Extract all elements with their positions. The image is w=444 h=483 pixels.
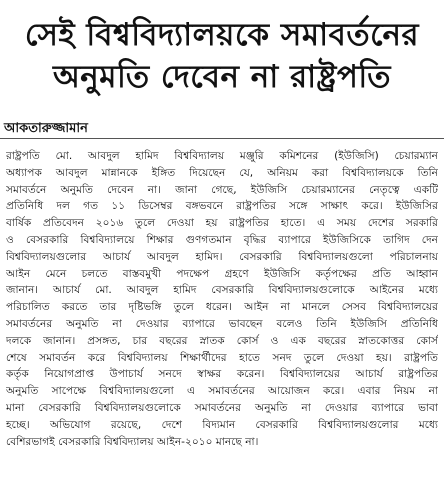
body-line: মানা বেসরকারি বিশ্ববিদ্যালয়গুলোকে সমাবর্তনের অনুমতি না দেওয়ার ব্যাপারে ভাবা — [6, 401, 438, 414]
body-line-last: বেশিরভাগই বেসরকারি বিশ্ববিদ্যালয় আইন-২০১০ মানছে না। — [6, 435, 259, 448]
body-line: জানান। আচার্য মো. আবদুল হামিদ বেসরকারি বিশ্ববিদ্যালয়গুলোকে আইনের মধ্যে — [6, 284, 438, 297]
body-line: প্রতিনিধি দল গত ১১ ডিসেম্বর বঙ্গভবনে রাষ্ট্রপতির সঙ্গে সাক্ষাৎ করে। ইউজিসির — [6, 200, 438, 213]
body-line: বার্ষিক প্রতিবেদন ২০১৬ তুলে দেওয়া হয় রাষ্ট্রপতির হাতে। এ সময় দেশের সরকারি — [6, 217, 438, 230]
headline-line-2: অনুমতি দেবেন না রাষ্ট্রপতি — [52, 59, 392, 95]
body-line: সমাবর্তনে অনুমতি দেবেন না। জানা গেছে, ইউজিসি চেয়ারম্যানের নেতৃত্বে একটি — [6, 183, 438, 196]
headline-line-1: সেই বিশ্ববিদ্যালয়কে সমাবর্তনের — [24, 17, 420, 53]
byline-divider — [0, 138, 444, 139]
body-line: পরিচালিত করতে তার দৃষ্টিভঙ্গি তুলে ধরেন। আইন না মানলে সেসব বিশ্ববিদ্যালয়ের — [6, 301, 438, 314]
byline: আকতারুজ্জামান — [4, 121, 88, 136]
body-line: অধ্যাপক আবদুল মান্নানকে ইঙ্গিত দিয়েছেন যে, অনিয়ম করা বিশ্ববিদ্যালয়কে তিনি — [6, 166, 438, 179]
body-line: আইন মেনে চলতে বাস্তবমুখী পদক্ষেপ গ্রহণে ইউজিসি কর্তৃপক্ষের প্রতি আহ্বান — [6, 267, 438, 280]
headline — [0, 14, 444, 98]
top-cropped-strip — [0, 0, 444, 10]
body-line: সমাবর্তনের অনুমতি না দেওয়ার ব্যাপারে ভাবছেন বলেও তিনি ইউজিসি প্রতিনিধি — [6, 317, 438, 330]
body-line: ও বেসরকারি বিশ্ববিদ্যালয়ে শিক্ষার গুণগতমান বৃদ্ধির ব্যাপারে ইউজিসিকে তাগিদ দেন — [6, 233, 438, 246]
body-line: রাষ্ট্রপতি মো. আবদুল হামিদ বিশ্ববিদ্যালয় মঞ্জুরি কমিশনের (ইউজিসি) চেয়ারম্যান — [6, 150, 438, 162]
body-line: বিশ্ববিদ্যালয়গুলোর আচার্য আবদুল হামিদ। বেসরকারি বিশ্ববিদ্যালয়গুলো পরিচালনায় — [6, 250, 438, 263]
body-line: অনুমতি সাপেক্ষে বিশ্ববিদ্যালয়গুলো এ সমাবর্তনের আয়োজন করে। এবার নিয়ম না — [6, 385, 438, 398]
article-body — [6, 148, 438, 450]
body-line: শেষে সমাবর্তন করে বিশ্ববিদ্যালয় শিক্ষার্থীদের হাতে সনদ তুলে দেওয়া হয়। রাষ্ট্রপতি — [6, 351, 438, 364]
body-line: কর্তৃক নিয়োগপ্রাপ্ত উপাচার্য সনদে স্বাক্ষর করেন। বিশ্ববিদ্যালয়ের আচার্য রাষ্ট্রপতির — [6, 368, 438, 381]
body-line: দলকে জানান। প্রসঙ্গত, চার বছরের স্নাতক কোর্স ও এক বছরের স্নাতকোত্তর কোর্স — [6, 334, 438, 347]
body-line: হচ্ছে। অভিযোগ রয়েছে, দেশে বিদ্যমান বেসরকারি বিশ্ববিদ্যালয়গুলোর মধ্যে — [6, 418, 438, 431]
